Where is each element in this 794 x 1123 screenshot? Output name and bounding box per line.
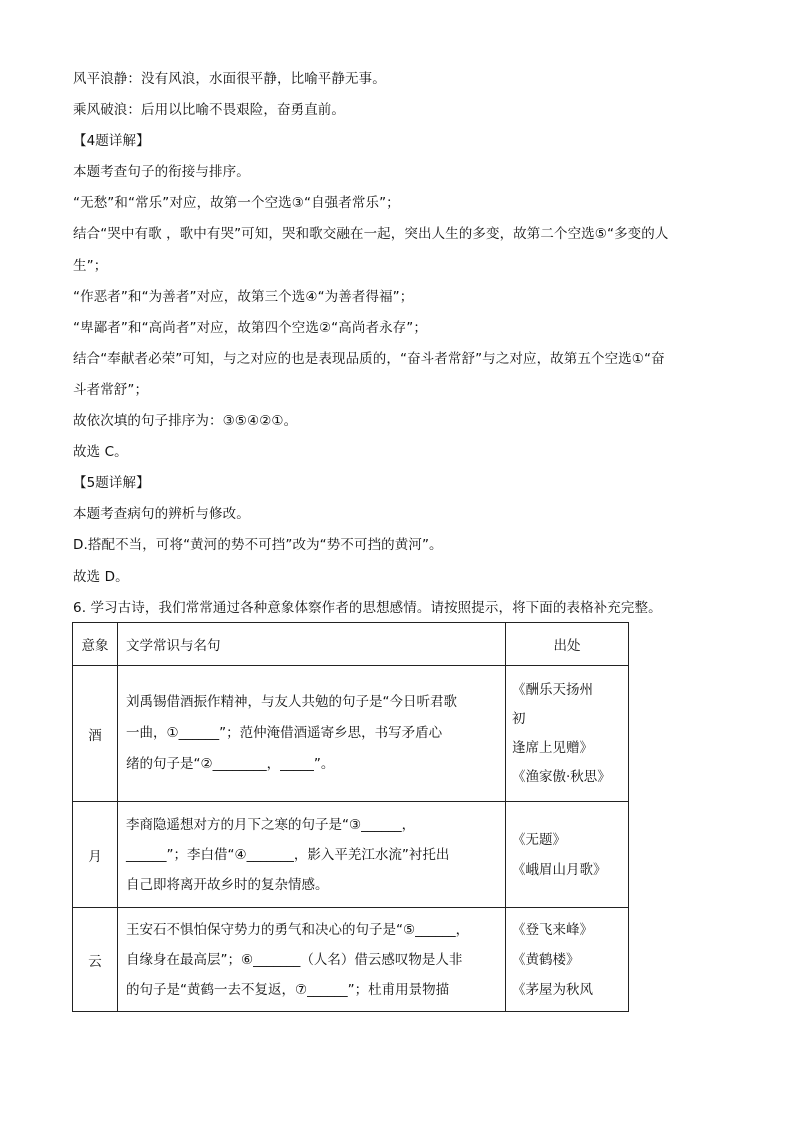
source-line: 初 — [512, 710, 526, 727]
paragraph-line: “作恶者”和“为善者”对应，故第三个选④“为善者得福”； — [73, 288, 414, 305]
paragraph-line: 结合“奉献者必荣”可知，与之对应的也是表现品质的，“奋斗者常舒”与之对应，故第五个空选①“奋 — [73, 350, 665, 367]
table-header-row — [73, 623, 629, 666]
literature-cell — [118, 802, 506, 908]
source-line: 《登飞来峰》 — [512, 921, 593, 938]
paragraph-line: “无愁”和“常乐”对应，故第一个空选③“自强者常乐”； — [73, 195, 400, 212]
source-line: 《茅屋为秋风 — [512, 981, 593, 998]
source-cell — [506, 666, 629, 802]
paragraph-line: D.搭配不当，可将“黄河的势不可挡”改为“势不可挡的黄河”。 — [73, 537, 443, 554]
table-row — [73, 802, 629, 908]
header-source: 出处 — [506, 623, 629, 666]
paragraph-line: 生”； — [73, 257, 108, 274]
source-cell — [506, 802, 629, 908]
source-line: 《酬乐天扬州 — [512, 681, 593, 698]
paragraph-line: 故选 C。 — [73, 444, 128, 461]
literature-line: 的句子是“黄鹤一去不复返，⑦______”；杜甫用景物描 — [126, 981, 450, 998]
paragraph-line: 故选 D。 — [73, 568, 129, 585]
source-line: 《峨眉山月歌》 — [512, 861, 607, 878]
paragraph-line: 本题考查句子的衔接与排序。 — [73, 164, 250, 181]
source-line: 《黄鹤楼》 — [512, 951, 580, 968]
paragraph-line: 风平浪静：没有风浪，水面很平静，比喻平静无事。 — [73, 71, 386, 87]
source-cell — [506, 908, 629, 1012]
section-heading-5: 【5题详解】 — [73, 475, 150, 492]
literature-line: 绪的句子是“②________，_____”。 — [126, 756, 335, 772]
table-row — [73, 666, 629, 802]
paragraph-line: 结合“哭中有歌 ，歌中有哭”可知，哭和歌交融在一起，突出人生的多变，故第二个空选⑤“多变的人 — [73, 226, 669, 243]
imagery-cell: 云 — [73, 908, 118, 1012]
literature-line: 一曲，①______”；范仲淹借酒遥寄乡思，书写矛盾心 — [126, 725, 443, 741]
section-heading-4: 【4题详解】 — [73, 133, 150, 150]
table-row — [73, 908, 629, 1012]
paragraph-line: “卑鄙者”和“高尚者”对应，故第四个空选②“高尚者永存”； — [73, 319, 427, 336]
literature-cell — [118, 666, 506, 802]
question-6-prompt: 6. 学习古诗，我们常常通过各种意象体察作者的思想感情。请按照提示，将下面的表格补充完整。 — [73, 599, 662, 616]
paragraph-line: 故依次填的句子排序为：③⑤④②①。 — [73, 413, 298, 430]
header-imagery: 意象 — [73, 623, 118, 666]
header-literature: 文学常识与名句 — [118, 623, 506, 666]
imagery-cell: 酒 — [73, 666, 118, 802]
paragraph-line: 本题考查病句的辨析与修改。 — [73, 506, 250, 523]
literature-line: 自己即将离开故乡时的复杂情感。 — [126, 876, 329, 893]
literature-line: 自缘身在最高层”；⑥_______（人名）借云感叹物是人非 — [126, 951, 463, 968]
source-line: 《无题》 — [512, 831, 566, 848]
source-line: 逢席上见赠》 — [512, 739, 593, 756]
imagery-cell: 月 — [73, 802, 118, 908]
literature-cell — [118, 908, 506, 1012]
source-line: 《渔家傲·秋思》 — [512, 768, 611, 785]
literature-line: 王安石不惧怕保守势力的勇气和决心的句子是“⑤______， — [126, 921, 470, 938]
imagery-table — [72, 622, 629, 1012]
literature-line: ______”；李白借“④_______，影入平羌江水流”衬托出 — [126, 846, 450, 863]
answer-explanation-text — [73, 64, 723, 624]
literature-line: 李商隐遥想对方的月下之寒的句子是“③______， — [126, 816, 416, 833]
paragraph-line: 斗者常舒”； — [73, 381, 149, 398]
literature-line: 刘禹锡借酒振作精神，与友人共勉的句子是“今日听君歌 — [126, 694, 457, 710]
paragraph-line: 乘风破浪：后用以比喻不畏艰险，奋勇直前。 — [73, 102, 345, 119]
